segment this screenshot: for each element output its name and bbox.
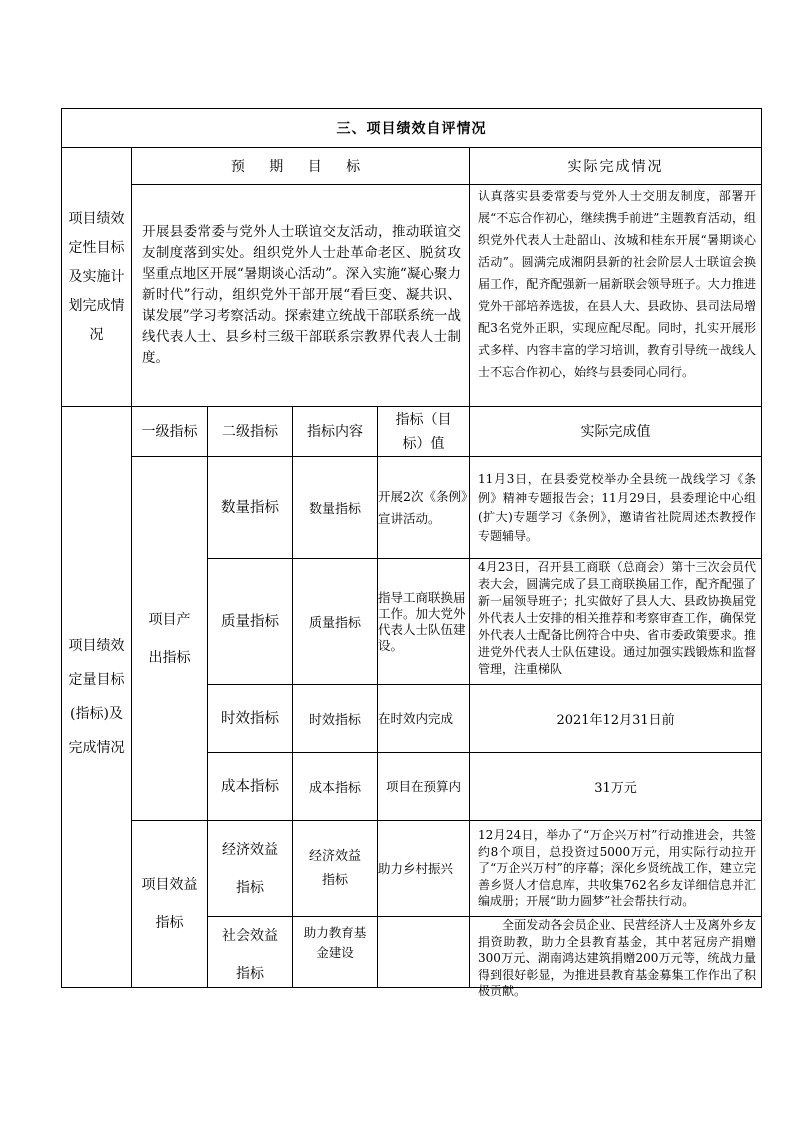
benefit-actual-1: 全面发动各会员企业、民营经济人士及离外乡友捐资助教，助力全县教育基金，其中茗冠房产捐赠300万元、湖南鸿达建筑捐赠200万元等，统战力量得到很好彰显，为推进县教育基金募集工作作出了积极贡献。 bbox=[478, 918, 757, 998]
output-actual-3: 31万元 bbox=[470, 753, 762, 821]
benefit-level2-0: 经济效益指标 bbox=[222, 841, 278, 896]
output-target-3: 项目在预算内 bbox=[378, 753, 470, 821]
actual-completion-header-text: 实际完成情况 bbox=[567, 159, 664, 175]
qualitative-row-label: 项目绩效定性目标及实施计划完成情况 bbox=[68, 210, 125, 343]
expected-goal-header-text: 预 期 目 标 bbox=[230, 159, 371, 175]
output-indicator-cell bbox=[132, 457, 208, 821]
output-target-0: 开展2次《条例》宣讲活动。 bbox=[378, 457, 470, 559]
benefit-content-1: 助力教育基金建设 bbox=[303, 925, 367, 960]
output-level2-3: 成本指标 bbox=[208, 753, 293, 821]
actual-completion-header bbox=[470, 148, 762, 185]
benefit-target-1 bbox=[378, 917, 470, 988]
output-content-2: 时效指标 bbox=[293, 685, 378, 753]
benefit-content-1-cell bbox=[293, 917, 378, 988]
output-target-1: 指导工商联换届工作。加大党外代表人士队伍建设。 bbox=[378, 559, 470, 685]
benefit-actual-0-cell bbox=[470, 821, 762, 917]
quantitative-row-label-cell bbox=[62, 407, 132, 988]
benefit-indicator-label: 项目效益指标 bbox=[141, 877, 198, 931]
output-level2-0: 数量指标 bbox=[208, 457, 293, 559]
output-level2-2: 时效指标 bbox=[208, 685, 293, 753]
section-title: 三、项目绩效自评情况 bbox=[62, 109, 762, 148]
header-level2: 二级指标 bbox=[208, 407, 293, 457]
header-actual: 实际完成值 bbox=[470, 407, 762, 457]
output-actual-1-cell bbox=[470, 559, 762, 685]
output-actual-2: 2021年12月31日前 bbox=[470, 685, 762, 753]
actual-completion-cell bbox=[470, 185, 762, 407]
output-content-3: 成本指标 bbox=[293, 753, 378, 821]
output-level2-1: 质量指标 bbox=[208, 559, 293, 685]
benefit-level2-0-cell bbox=[208, 821, 293, 917]
output-content-0: 数量指标 bbox=[293, 457, 378, 559]
performance-table bbox=[61, 108, 762, 998]
output-indicator-label: 项目产出指标 bbox=[148, 611, 191, 666]
output-content-1: 质量指标 bbox=[293, 559, 378, 685]
actual-completion-text: 认真落实县委常委与党外人士交朋友制度，部署开展“不忘合作初心，继续携手前进”主题教育活动，组织党外代表人士赴韶山、汝城和桂东开展“暑期谈心活动”。圆满完成湘阴县新的社会阶层人士联谊会换届工作，配齐配强新一届新联会领导班子。大力推进党外干部培养选拔，在县人大、县政协、县司法局增配3名党外正职，实现应配尽配。同时，扎实开展形式多样、内容丰富的学习培训，教育引导统一战线人士不忘合作初心，始终与县委同心同行。 bbox=[478, 189, 757, 379]
output-target-2: 在时效内完成 bbox=[378, 685, 470, 753]
benefit-content-0: 经济效益指标 bbox=[309, 848, 362, 888]
benefit-actual-1-cell bbox=[470, 917, 762, 998]
benefit-level2-1: 社会效益指标 bbox=[222, 928, 278, 982]
output-actual-0-cell bbox=[470, 457, 762, 559]
header-target: 指标（目标）值 bbox=[378, 407, 470, 457]
output-actual-1: 4月23日，召开县工商联（总商会）第十三次会员代表大会，圆满完成了县工商联换届工作，配齐配强了新一届领导班子；扎实做好了县人大、县政协换届党外代表人士安排的相关推荐和考察审查工作，确保党外代表人士配备比例符合中央、省市委政策要求。推进党外代表人士队伍建设。通过加强实践锻炼和监督管理，注重梯队 bbox=[478, 560, 757, 676]
benefit-content-0-cell bbox=[293, 821, 378, 917]
benefit-level2-1-cell bbox=[208, 917, 293, 988]
quantitative-row-label: 项目绩效定量目标(指标)及完成情况 bbox=[68, 638, 125, 756]
qualitative-row-label-cell bbox=[62, 148, 132, 407]
output-actual-0: 11月3日，在县委党校举办全县统一战线学习《条例》精神专题报告会；11月29日，县委理论中心组(扩大)专题学习《条例》，邀请省社院周述杰教授作专题辅导。 bbox=[478, 471, 757, 543]
expected-goal-header bbox=[132, 148, 470, 185]
expected-goal-text: 开展县委常委与党外人士联谊交友活动，推动联谊交友制度落到实处。组织党外人士赴革命老区、脱贫攻坚重点地区开展“暑期谈心活动”。深入实施“凝心聚力新时代”行动，组织党外干部开展“看巨变、凝共识、谋发展”学习考察活动。探索建立统战干部联系统一战线代表人士、县乡村三级干部联系宗教界代表人士制度。 bbox=[142, 224, 461, 366]
benefit-actual-0: 12月24日，举办了“万企兴万村”行动推进会，共签约8个项目，总投资过5000万元，用实际行动拉开了“万企兴万村”的序幕；深化乡贤统战工作，建立完善乡贤人才信息库，共收集762名乡友详细信息并汇编成册；开展“助力圆梦”社会帮扶行动。 bbox=[478, 828, 757, 909]
benefit-target-0: 助力乡村振兴 bbox=[378, 821, 470, 917]
expected-goal-cell bbox=[132, 185, 470, 407]
benefit-indicator-cell bbox=[132, 821, 208, 988]
header-content: 指标内容 bbox=[293, 407, 378, 457]
header-level1: 一级指标 bbox=[132, 407, 208, 457]
